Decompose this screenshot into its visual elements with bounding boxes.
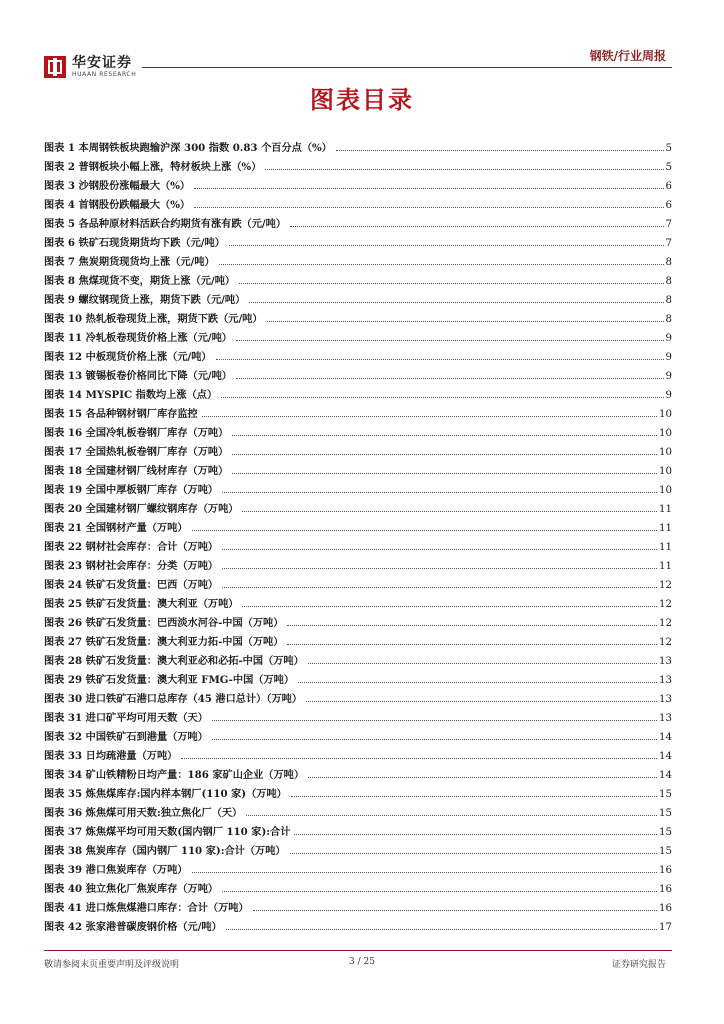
toc-entry-label: 图表 35 炼焦煤库存:国内样本钢厂(110 家)（万吨）	[44, 788, 287, 800]
toc-entry-label: 图表 39 港口焦炭库存（万吨）	[44, 864, 188, 876]
toc-entry[interactable]	[44, 781, 672, 800]
footer-disclaimer: 敬请参阅末页重要声明及评级说明	[44, 960, 180, 970]
toc-entry[interactable]	[44, 667, 672, 686]
toc-leader-dots	[287, 644, 657, 645]
toc-entry-label: 图表 4 首钢股份跌幅最大（%）	[44, 199, 191, 211]
toc-entry-label: 图表 7 焦炭期货现货均上涨（元/吨）	[44, 256, 215, 268]
toc-entry-page: 8	[665, 257, 672, 268]
toc-entry[interactable]	[44, 496, 672, 515]
toc-entry-label: 图表 24 铁矿石发货量：巴西（万吨）	[44, 579, 219, 591]
toc-entry-label: 图表 9 螺纹钢现货上涨，期货下跌（元/吨）	[44, 294, 246, 306]
toc-entry-page: 12	[659, 637, 672, 648]
toc-entry-label: 图表 19 全国中厚板钢厂库存（万吨）	[44, 484, 219, 496]
toc-entry[interactable]	[44, 648, 672, 667]
toc-entry-page: 11	[659, 504, 672, 515]
toc-entry-label: 图表 30 进口铁矿石港口总库存（45 港口总计）（万吨）	[44, 693, 303, 705]
toc-entry-page: 6	[665, 200, 672, 211]
toc-leader-dots	[298, 682, 657, 683]
toc-entry-page: 10	[659, 447, 672, 458]
toc-entry-label: 图表 13 镀锡板卷价格同比下降（元/吨）	[44, 370, 232, 382]
toc-leader-dots	[222, 568, 657, 569]
toc-entry-label: 图表 38 焦炭库存（国内钢厂 110 家):合计（万吨）	[44, 845, 286, 857]
toc-entry[interactable]	[44, 325, 672, 344]
toc-entry[interactable]	[44, 306, 672, 325]
toc-entry-page: 10	[659, 409, 672, 420]
toc-entry-page: 7	[665, 238, 672, 249]
toc-entry[interactable]	[44, 724, 672, 743]
toc-entry[interactable]	[44, 629, 672, 648]
toc-entry[interactable]	[44, 686, 672, 705]
toc-entry-page: 15	[659, 846, 672, 857]
company-logo	[44, 55, 136, 79]
toc-leader-dots	[336, 150, 664, 151]
header-divider	[142, 67, 672, 68]
toc-entry-label: 图表 26 铁矿石发货量：巴西淡水河谷-中国（万吨）	[44, 617, 284, 629]
toc-entry-page: 12	[659, 618, 672, 629]
toc-entry-page: 9	[665, 333, 672, 344]
toc-entry-page: 5	[665, 143, 672, 154]
toc-leader-dots	[239, 283, 663, 284]
toc-entry[interactable]	[44, 344, 672, 363]
toc-leader-dots	[242, 511, 657, 512]
toc-entry-page: 15	[659, 789, 672, 800]
toc-entry[interactable]	[44, 287, 672, 306]
toc-entry[interactable]	[44, 363, 672, 382]
toc-entry-page: 5	[665, 162, 672, 173]
toc-entry-page: 8	[665, 295, 672, 306]
toc-entry-label: 图表 23 钢材社会库存：分类（万吨）	[44, 560, 219, 572]
toc-leader-dots	[232, 473, 657, 474]
toc-entry[interactable]	[44, 515, 672, 534]
toc-entry-page: 10	[659, 466, 672, 477]
toc-entry-page: 10	[659, 428, 672, 439]
toc-entry-label: 图表 36 炼焦煤可用天数:独立焦化厂（天）	[44, 807, 243, 819]
toc-entry[interactable]	[44, 192, 672, 211]
toc-entry-label: 图表 37 炼焦煤平均可用天数(国内钢厂 110 家):合计	[44, 826, 291, 838]
toc-entry-label: 图表 15 各品种钢材钢厂库存监控	[44, 408, 198, 420]
toc-leader-dots	[222, 587, 657, 588]
toc-leader-dots	[236, 378, 664, 379]
toc-entry-label: 图表 3 沙钢股份涨幅最大（%）	[44, 180, 191, 192]
toc-entry-page: 9	[665, 390, 672, 401]
toc-entry-page: 16	[659, 884, 672, 895]
toc-entry[interactable]	[44, 420, 672, 439]
toc-leader-dots	[219, 264, 664, 265]
toc-leader-dots	[226, 929, 657, 930]
toc-leader-dots	[249, 302, 663, 303]
toc-entry-label: 图表 42 张家港普碳废钢价格（元/吨）	[44, 921, 222, 933]
toc-entry-label: 图表 18 全国建材钢厂线材库存（万吨）	[44, 465, 229, 477]
figure-list	[44, 135, 672, 933]
toc-entry[interactable]	[44, 154, 672, 173]
toc-entry-page: 14	[659, 770, 672, 781]
toc-entry[interactable]	[44, 819, 672, 838]
toc-entry-label: 图表 5 各品种原材料活跃合约期货有涨有跌（元/吨）	[44, 218, 287, 230]
toc-entry[interactable]	[44, 230, 672, 249]
toc-entry-label: 图表 28 铁矿石发货量：澳大利亚必和必拓-中国（万吨）	[44, 655, 304, 667]
toc-entry-page: 13	[659, 656, 672, 667]
toc-entry[interactable]	[44, 800, 672, 819]
toc-leader-dots	[232, 454, 657, 455]
toc-entry-page: 16	[659, 865, 672, 876]
toc-entry-label: 图表 40 独立焦化厂焦炭库存（万吨）	[44, 883, 219, 895]
toc-entry-label: 图表 14 MYSPIC 指数均上涨（点）	[44, 389, 218, 401]
toc-leader-dots	[222, 492, 657, 493]
toc-entry-page: 8	[665, 276, 672, 287]
toc-entry[interactable]	[44, 173, 672, 192]
toc-entry-page: 14	[659, 751, 672, 762]
toc-leader-dots	[308, 777, 657, 778]
toc-entry-page: 15	[659, 827, 672, 838]
toc-leader-dots	[194, 207, 663, 208]
toc-entry[interactable]	[44, 743, 672, 762]
toc-leader-dots	[287, 625, 657, 626]
toc-entry[interactable]	[44, 705, 672, 724]
toc-leader-dots	[202, 416, 657, 417]
toc-entry[interactable]	[44, 876, 672, 895]
toc-entry[interactable]	[44, 838, 672, 857]
toc-entry-page: 11	[659, 523, 672, 534]
toc-entry[interactable]	[44, 249, 672, 268]
report-sector: 钢铁/行业周报	[589, 49, 666, 63]
toc-entry-label: 图表 41 进口炼焦煤港口库存：合计（万吨）	[44, 902, 249, 914]
toc-leader-dots	[290, 226, 663, 227]
toc-leader-dots	[212, 739, 657, 740]
toc-entry-label: 图表 11 冷轧板卷现货价格上涨（元/吨）	[44, 332, 232, 344]
toc-entry-page: 17	[659, 922, 672, 933]
toc-entry-label: 图表 8 焦煤现货不变，期货上涨（元/吨）	[44, 275, 236, 287]
toc-entry-label: 图表 10 热轧板卷现货上涨，期货下跌（元/吨）	[44, 313, 263, 325]
toc-leader-dots	[246, 815, 657, 816]
toc-leader-dots	[222, 891, 657, 892]
toc-entry-label: 图表 6 铁矿石现货期货均下跌（元/吨）	[44, 237, 225, 249]
toc-entry-label: 图表 1 本周钢铁板块跑输沪深 300 指数 0.83 个百分点（%）	[44, 142, 332, 154]
toc-entry-page: 11	[659, 561, 672, 572]
toc-entry[interactable]	[44, 211, 672, 230]
toc-entry-page: 6	[665, 181, 672, 192]
toc-entry-page: 9	[665, 352, 672, 363]
toc-entry[interactable]	[44, 553, 672, 572]
toc-entry-page: 13	[659, 694, 672, 705]
toc-entry[interactable]	[44, 895, 672, 914]
toc-entry-label: 图表 34 矿山铁精粉日均产量：186 家矿山企业（万吨）	[44, 769, 305, 781]
toc-leader-dots	[192, 872, 658, 873]
footer-doc-type: 证券研究报告	[611, 960, 666, 970]
footer-divider	[44, 950, 672, 951]
toc-entry-page: 14	[659, 732, 672, 743]
page-title: 图表目录	[310, 85, 414, 114]
toc-leader-dots	[294, 834, 657, 835]
logo-name-cn: 华安证券	[72, 55, 132, 71]
toc-leader-dots	[308, 663, 657, 664]
toc-entry-label: 图表 20 全国建材钢厂螺纹钢库存（万吨）	[44, 503, 239, 515]
toc-leader-dots	[194, 188, 663, 189]
toc-entry[interactable]	[44, 610, 672, 629]
toc-entry-label: 图表 31 进口矿平均可用天数（天）	[44, 712, 208, 724]
toc-entry-label: 图表 12 中板现货价格上涨（元/吨）	[44, 351, 212, 363]
toc-entry-page: 8	[665, 314, 672, 325]
toc-entry-label: 图表 33 日均疏港量（万吨）	[44, 750, 178, 762]
toc-entry[interactable]	[44, 135, 672, 154]
toc-entry[interactable]	[44, 534, 672, 553]
toc-leader-dots	[290, 853, 657, 854]
toc-entry-page: 13	[659, 675, 672, 686]
toc-leader-dots	[216, 359, 664, 360]
toc-entry-label: 图表 25 铁矿石发货量：澳大利亚（万吨）	[44, 598, 239, 610]
toc-entry-label: 图表 2 普钢板块小幅上涨，特材板块上涨（%）	[44, 161, 262, 173]
toc-leader-dots	[291, 796, 657, 797]
toc-entry[interactable]	[44, 857, 672, 876]
toc-leader-dots	[242, 606, 657, 607]
toc-entry-label: 图表 21 全国钢材产量（万吨）	[44, 522, 188, 534]
toc-entry-page: 7	[665, 219, 672, 230]
toc-leader-dots	[221, 397, 663, 398]
toc-leader-dots	[306, 701, 657, 702]
toc-entry-label: 图表 16 全国冷轧板卷钢厂库存（万吨）	[44, 427, 229, 439]
toc-leader-dots	[229, 245, 664, 246]
toc-entry-page: 11	[659, 542, 672, 553]
toc-leader-dots	[212, 720, 657, 721]
toc-entry[interactable]	[44, 439, 672, 458]
toc-leader-dots	[236, 340, 664, 341]
toc-entry-label: 图表 32 中国铁矿石到港量（万吨）	[44, 731, 208, 743]
toc-entry-page: 9	[665, 371, 672, 382]
logo-icon	[44, 56, 66, 78]
toc-leader-dots	[253, 910, 657, 911]
toc-entry-page: 16	[659, 903, 672, 914]
toc-leader-dots	[232, 435, 657, 436]
toc-entry[interactable]	[44, 591, 672, 610]
toc-entry-label: 图表 17 全国热轧板卷钢厂库存（万吨）	[44, 446, 229, 458]
toc-entry-page: 10	[659, 485, 672, 496]
toc-leader-dots	[265, 169, 663, 170]
toc-leader-dots	[222, 549, 657, 550]
toc-entry-label: 图表 22 钢材社会库存：合计（万吨）	[44, 541, 219, 553]
toc-leader-dots	[181, 758, 657, 759]
toc-entry-label: 图表 27 铁矿石发货量：澳大利亚力拓-中国（万吨）	[44, 636, 284, 648]
toc-entry-page: 13	[659, 713, 672, 724]
toc-entry[interactable]	[44, 268, 672, 287]
toc-entry[interactable]	[44, 477, 672, 496]
toc-entry[interactable]	[44, 401, 672, 420]
toc-entry[interactable]	[44, 914, 672, 933]
toc-entry[interactable]	[44, 458, 672, 477]
toc-entry[interactable]	[44, 572, 672, 591]
logo-name-en: HUAAN RESEARCH	[72, 71, 137, 78]
footer-page-indicator: 3 / 25	[349, 957, 375, 967]
toc-entry-page: 15	[659, 808, 672, 819]
toc-entry[interactable]	[44, 762, 672, 781]
toc-leader-dots	[192, 530, 658, 531]
toc-entry-page: 12	[659, 580, 672, 591]
toc-entry[interactable]	[44, 382, 672, 401]
toc-leader-dots	[267, 321, 664, 322]
toc-entry-label: 图表 29 铁矿石发货量：澳大利亚 FMG-中国（万吨）	[44, 674, 295, 686]
toc-entry-page: 12	[659, 599, 672, 610]
